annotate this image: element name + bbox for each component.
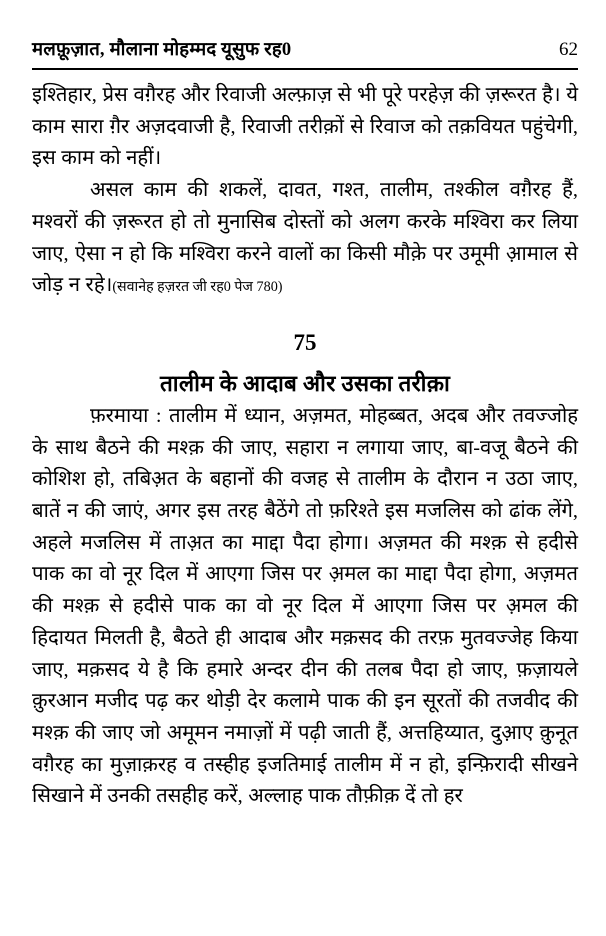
paragraph-1: इश्तिहार, प्रेस वग़ैरह और रिवाजी अल्फ़ाज़ से भी पूरे परहेज़ की ज़रूरत है। ये काम सारा ग़ैर अज़दवाजी है, रिवाजी तरीक़ों से रिवाज को तक़वियत पहुंचेगी, इस काम को नहीं।: [32, 84, 578, 170]
page-body: [32, 80, 578, 813]
paragraph-2-text: असल काम की शकलें, दावत, गश्त, तालीम, तश्कील वग़ैरह हैं, मश्वरों की ज़रूरत हो तो मुनासिब दोस्तों को अलग करके मश्विरा कर लिया जाए, ऐसा न हो कि मश्विरा करने वालों का किसी मौक़े पर उमूमी आ़माल से जोड़ न रहे।: [32, 179, 579, 297]
section-heading-block: [32, 328, 578, 401]
running-header: [32, 36, 578, 61]
header-book-title: मलफ़ूज़ात, मौलाना मोहम्मद यूसुफ रह0: [32, 40, 292, 60]
paragraph-3: फ़रमाया : तालीम में ध्यान, अज़मत, मोहब्बत, अदब और तवज्जोह के साथ बैठने की मश्क़ की जाए, सहारा न लगाया जाए, बा-वजू बैठने की कोशिश हो, तबिअ़त के बहानों की वजह से तालीम के दौरान न उठा जाए, बातें न की जाएं, अगर इस तरह बैठेंगे तो फ़रिश्ते इस मजलिस को ढांक लेंगे, अहले मजलिस में ताअ़त का माद्दा पैदा होगा। अज़मत की मश्क़ से हदीसे पाक का वो नूर दिल में आएगा जिस पर अ़मल का माद्दा पैदा होगा, अज़मत की मश्क़ से हदीसे पाक का वो नूर दिल में आएगा जिस पर अ़मल की हिदायत मिलती है, बैठते ही आदाब और मक़सद की तरफ़ मुतवज्जेह किया जाए, मक़सद ये है कि हमारे अन्दर दीन की तलब पैदा हो जाए, फ़ज़ायले क़ुरआन मजीद पढ़ कर थोड़ी देर कलामे पाक की इन सूरतों की तजवीद की मश्क़ की जाए जो अमूमन नमाज़ों में पढ़ी जाती हैं, अत्तहिय्यात, दुआ़ए क़ुनूत वग़ैरह का मुज़ाक़रह व तस्हीह इजतिमाई तालीम में न हो, इन्फ़िरादी सीखने सिखाने में उनकी तसहीह करें, अल्लाह पाक तौफ़ीक़ दें तो हर: [32, 404, 578, 808]
section-number: 75: [293, 329, 317, 355]
section-title: तालीम के आदाब और उसका तरीक़ा: [159, 370, 451, 396]
paragraph-2-citation: (सवानेह हज़रत जी रह0 पेज 780): [112, 279, 283, 296]
paragraph-2: [32, 175, 578, 302]
page-number: 62: [559, 39, 578, 60]
header-divider-rule: [32, 68, 578, 70]
